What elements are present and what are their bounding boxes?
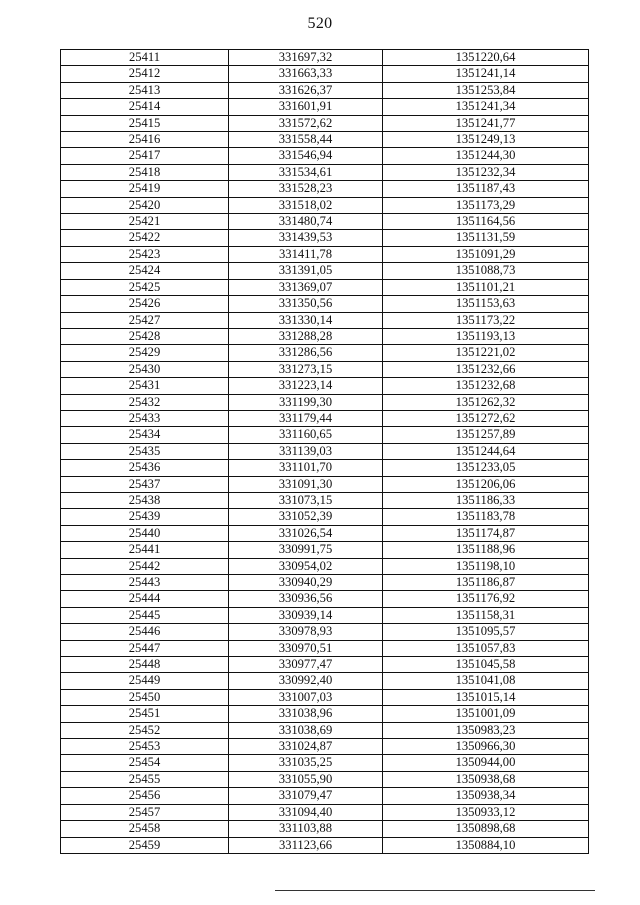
table-row: [61, 197, 589, 213]
point-number-cell: 25453: [61, 739, 229, 755]
table-row: [61, 443, 589, 459]
point-number-cell: 25413: [61, 82, 229, 98]
table-row: [61, 99, 589, 115]
table-row: [61, 575, 589, 591]
x-coordinate-cell: 331288,28: [229, 328, 383, 344]
point-number-cell: 25449: [61, 673, 229, 689]
x-coordinate-cell: 331273,15: [229, 361, 383, 377]
x-coordinate-cell: 330939,14: [229, 607, 383, 623]
x-coordinate-cell: 331626,37: [229, 82, 383, 98]
point-number-cell: 25427: [61, 312, 229, 328]
point-number-cell: 25428: [61, 328, 229, 344]
table-row: [61, 312, 589, 328]
y-coordinate-cell: 1350884,10: [383, 837, 589, 853]
table-row: [61, 788, 589, 804]
table-row: [61, 821, 589, 837]
table-row: [61, 82, 589, 98]
table-row: [61, 410, 589, 426]
x-coordinate-cell: 331026,54: [229, 525, 383, 541]
table-row: [61, 837, 589, 853]
point-number-cell: 25450: [61, 689, 229, 705]
y-coordinate-cell: 1351187,43: [383, 181, 589, 197]
point-number-cell: 25448: [61, 657, 229, 673]
x-coordinate-cell: 331572,62: [229, 115, 383, 131]
point-number-cell: 25458: [61, 821, 229, 837]
point-number-cell: 25417: [61, 148, 229, 164]
y-coordinate-cell: 1351193,13: [383, 328, 589, 344]
table-row: [61, 328, 589, 344]
table-row: [61, 509, 589, 525]
y-coordinate-cell: 1351164,56: [383, 214, 589, 230]
y-coordinate-cell: 1351241,34: [383, 99, 589, 115]
y-coordinate-cell: 1351095,57: [383, 624, 589, 640]
y-coordinate-cell: 1351188,96: [383, 542, 589, 558]
point-number-cell: 25443: [61, 575, 229, 591]
x-coordinate-cell: 331160,65: [229, 427, 383, 443]
x-coordinate-cell: 331518,02: [229, 197, 383, 213]
point-number-cell: 25412: [61, 66, 229, 82]
x-coordinate-cell: 331534,61: [229, 164, 383, 180]
y-coordinate-cell: 1351173,29: [383, 197, 589, 213]
table-row: [61, 460, 589, 476]
x-coordinate-cell: 331055,90: [229, 771, 383, 787]
table-row: [61, 345, 589, 361]
x-coordinate-cell: 331091,30: [229, 476, 383, 492]
table-row: [61, 607, 589, 623]
table-row: [61, 624, 589, 640]
y-coordinate-cell: 1350938,34: [383, 788, 589, 804]
y-coordinate-cell: 1350898,68: [383, 821, 589, 837]
table-row: [61, 722, 589, 738]
y-coordinate-cell: 1351041,08: [383, 673, 589, 689]
point-number-cell: 25457: [61, 804, 229, 820]
point-number-cell: 25415: [61, 115, 229, 131]
x-coordinate-cell: 331411,78: [229, 246, 383, 262]
x-coordinate-cell: 331024,87: [229, 739, 383, 755]
y-coordinate-cell: 1351253,84: [383, 82, 589, 98]
table-row: [61, 804, 589, 820]
y-coordinate-cell: 1351101,21: [383, 279, 589, 295]
y-coordinate-cell: 1351241,77: [383, 115, 589, 131]
footer-rule: [275, 890, 595, 891]
table-row: [61, 214, 589, 230]
point-number-cell: 25411: [61, 50, 229, 66]
table-row: [61, 591, 589, 607]
y-coordinate-cell: 1351015,14: [383, 689, 589, 705]
point-number-cell: 25429: [61, 345, 229, 361]
x-coordinate-cell: 331101,70: [229, 460, 383, 476]
x-coordinate-cell: 331199,30: [229, 394, 383, 410]
table-row: [61, 50, 589, 66]
coordinates-table: [60, 49, 589, 854]
y-coordinate-cell: 1351131,59: [383, 230, 589, 246]
x-coordinate-cell: 331094,40: [229, 804, 383, 820]
x-coordinate-cell: 331079,47: [229, 788, 383, 804]
y-coordinate-cell: 1350944,00: [383, 755, 589, 771]
point-number-cell: 25434: [61, 427, 229, 443]
y-coordinate-cell: 1351221,02: [383, 345, 589, 361]
y-coordinate-cell: 1351232,66: [383, 361, 589, 377]
x-coordinate-cell: 330992,40: [229, 673, 383, 689]
x-coordinate-cell: 331073,15: [229, 492, 383, 508]
y-coordinate-cell: 1351257,89: [383, 427, 589, 443]
table-row: [61, 558, 589, 574]
point-number-cell: 25435: [61, 443, 229, 459]
x-coordinate-cell: 331038,96: [229, 706, 383, 722]
y-coordinate-cell: 1351153,63: [383, 296, 589, 312]
point-number-cell: 25421: [61, 214, 229, 230]
y-coordinate-cell: 1350933,12: [383, 804, 589, 820]
y-coordinate-cell: 1351249,13: [383, 132, 589, 148]
table-row: [61, 492, 589, 508]
x-coordinate-cell: 331007,03: [229, 689, 383, 705]
point-number-cell: 25422: [61, 230, 229, 246]
table-row: [61, 476, 589, 492]
point-number-cell: 25424: [61, 263, 229, 279]
point-number-cell: 25459: [61, 837, 229, 853]
x-coordinate-cell: 331103,88: [229, 821, 383, 837]
x-coordinate-cell: 331391,05: [229, 263, 383, 279]
point-number-cell: 25418: [61, 164, 229, 180]
y-coordinate-cell: 1351220,64: [383, 50, 589, 66]
table-row: [61, 132, 589, 148]
y-coordinate-cell: 1351206,06: [383, 476, 589, 492]
table-row: [61, 689, 589, 705]
table-row: [61, 771, 589, 787]
x-coordinate-cell: 330978,93: [229, 624, 383, 640]
x-coordinate-cell: 330991,75: [229, 542, 383, 558]
y-coordinate-cell: 1351186,33: [383, 492, 589, 508]
table-row: [61, 739, 589, 755]
x-coordinate-cell: 331052,39: [229, 509, 383, 525]
y-coordinate-cell: 1351241,14: [383, 66, 589, 82]
table-row: [61, 427, 589, 443]
table-row: [61, 673, 589, 689]
x-coordinate-cell: 330977,47: [229, 657, 383, 673]
point-number-cell: 25440: [61, 525, 229, 541]
point-number-cell: 25419: [61, 181, 229, 197]
y-coordinate-cell: 1351272,62: [383, 410, 589, 426]
y-coordinate-cell: 1351045,58: [383, 657, 589, 673]
point-number-cell: 25423: [61, 246, 229, 262]
point-number-cell: 25442: [61, 558, 229, 574]
point-number-cell: 25456: [61, 788, 229, 804]
point-number-cell: 25439: [61, 509, 229, 525]
y-coordinate-cell: 1351244,64: [383, 443, 589, 459]
table-row: [61, 394, 589, 410]
table-row: [61, 361, 589, 377]
table-row: [61, 230, 589, 246]
point-number-cell: 25452: [61, 722, 229, 738]
table-row: [61, 378, 589, 394]
y-coordinate-cell: 1351173,22: [383, 312, 589, 328]
point-number-cell: 25436: [61, 460, 229, 476]
x-coordinate-cell: 331330,14: [229, 312, 383, 328]
point-number-cell: 25447: [61, 640, 229, 656]
point-number-cell: 25445: [61, 607, 229, 623]
y-coordinate-cell: 1351001,09: [383, 706, 589, 722]
point-number-cell: 25446: [61, 624, 229, 640]
y-coordinate-cell: 1351198,10: [383, 558, 589, 574]
table-row: [61, 246, 589, 262]
point-number-cell: 25414: [61, 99, 229, 115]
x-coordinate-cell: 331179,44: [229, 410, 383, 426]
point-number-cell: 25451: [61, 706, 229, 722]
y-coordinate-cell: 1351233,05: [383, 460, 589, 476]
table-row: [61, 148, 589, 164]
table-row: [61, 640, 589, 656]
table-body: [61, 50, 589, 854]
point-number-cell: 25426: [61, 296, 229, 312]
x-coordinate-cell: 331139,03: [229, 443, 383, 459]
point-number-cell: 25438: [61, 492, 229, 508]
point-number-cell: 25416: [61, 132, 229, 148]
x-coordinate-cell: 331350,56: [229, 296, 383, 312]
x-coordinate-cell: 331038,69: [229, 722, 383, 738]
y-coordinate-cell: 1351232,68: [383, 378, 589, 394]
y-coordinate-cell: 1350938,68: [383, 771, 589, 787]
x-coordinate-cell: 330940,29: [229, 575, 383, 591]
y-coordinate-cell: 1351176,92: [383, 591, 589, 607]
table-row: [61, 525, 589, 541]
point-number-cell: 25437: [61, 476, 229, 492]
table-row: [61, 296, 589, 312]
table-row: [61, 164, 589, 180]
point-number-cell: 25444: [61, 591, 229, 607]
point-number-cell: 25454: [61, 755, 229, 771]
point-number-cell: 25432: [61, 394, 229, 410]
table-row: [61, 115, 589, 131]
table-row: [61, 181, 589, 197]
y-coordinate-cell: 1351232,34: [383, 164, 589, 180]
y-coordinate-cell: 1351262,32: [383, 394, 589, 410]
y-coordinate-cell: 1350983,23: [383, 722, 589, 738]
x-coordinate-cell: 331286,56: [229, 345, 383, 361]
point-number-cell: 25455: [61, 771, 229, 787]
point-number-cell: 25425: [61, 279, 229, 295]
table-row: [61, 657, 589, 673]
y-coordinate-cell: 1351186,87: [383, 575, 589, 591]
x-coordinate-cell: 330970,51: [229, 640, 383, 656]
x-coordinate-cell: 331480,74: [229, 214, 383, 230]
x-coordinate-cell: 330936,56: [229, 591, 383, 607]
x-coordinate-cell: 331663,33: [229, 66, 383, 82]
y-coordinate-cell: 1350966,30: [383, 739, 589, 755]
y-coordinate-cell: 1351174,87: [383, 525, 589, 541]
point-number-cell: 25431: [61, 378, 229, 394]
table-row: [61, 263, 589, 279]
point-number-cell: 25430: [61, 361, 229, 377]
y-coordinate-cell: 1351158,31: [383, 607, 589, 623]
x-coordinate-cell: 330954,02: [229, 558, 383, 574]
x-coordinate-cell: 331697,32: [229, 50, 383, 66]
x-coordinate-cell: 331528,23: [229, 181, 383, 197]
point-number-cell: 25441: [61, 542, 229, 558]
point-number-cell: 25420: [61, 197, 229, 213]
x-coordinate-cell: 331035,25: [229, 755, 383, 771]
table-row: [61, 279, 589, 295]
x-coordinate-cell: 331601,91: [229, 99, 383, 115]
table-row: [61, 706, 589, 722]
x-coordinate-cell: 331546,94: [229, 148, 383, 164]
point-number-cell: 25433: [61, 410, 229, 426]
table-row: [61, 66, 589, 82]
y-coordinate-cell: 1351088,73: [383, 263, 589, 279]
y-coordinate-cell: 1351244,30: [383, 148, 589, 164]
y-coordinate-cell: 1351057,83: [383, 640, 589, 656]
x-coordinate-cell: 331369,07: [229, 279, 383, 295]
y-coordinate-cell: 1351183,78: [383, 509, 589, 525]
y-coordinate-cell: 1351091,29: [383, 246, 589, 262]
x-coordinate-cell: 331223,14: [229, 378, 383, 394]
x-coordinate-cell: 331439,53: [229, 230, 383, 246]
table-row: [61, 542, 589, 558]
x-coordinate-cell: 331558,44: [229, 132, 383, 148]
table-row: [61, 755, 589, 771]
page-number: 520: [307, 15, 333, 32]
x-coordinate-cell: 331123,66: [229, 837, 383, 853]
